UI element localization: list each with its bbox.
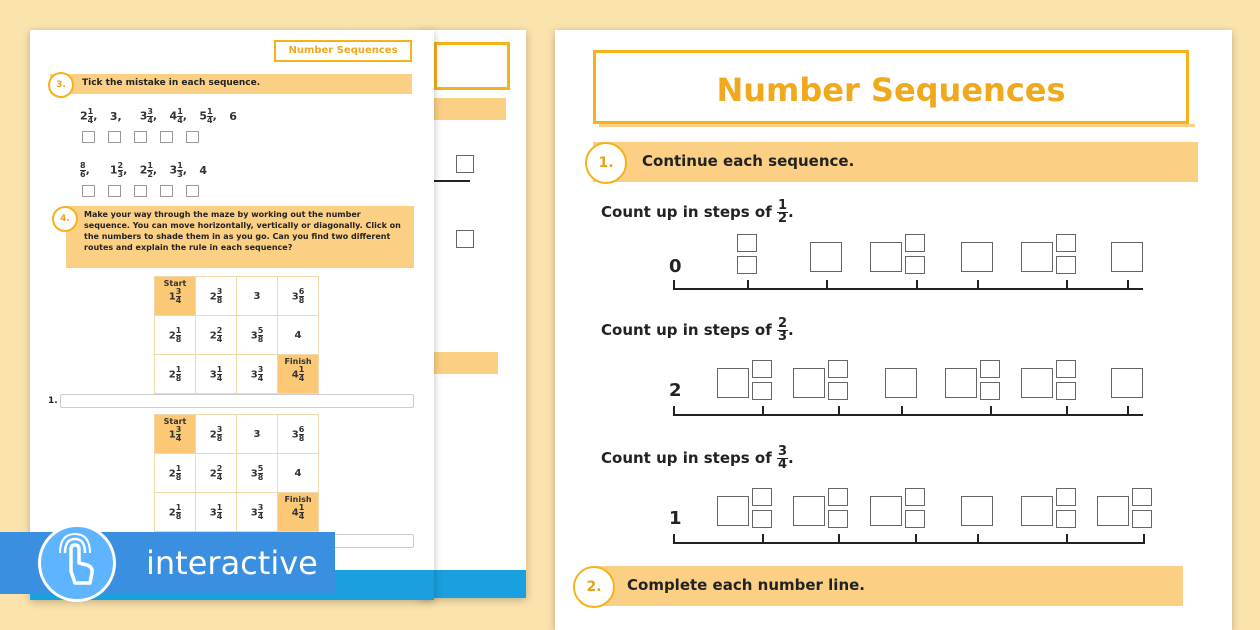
maze-cell[interactable]: 4 — [278, 316, 319, 355]
maze-cell[interactable]: 3 — [237, 415, 278, 454]
answer-box[interactable] — [905, 488, 925, 506]
maze-cell[interactable]: 3 $\frac{1}{4}$ — [196, 355, 237, 394]
answer-box[interactable] — [1111, 368, 1143, 398]
number-line-tick — [1127, 406, 1129, 416]
row-1-label: Count up in steps of $\frac{1}{2}$ . — [601, 198, 794, 226]
tick-box[interactable] — [82, 131, 95, 143]
answer-input[interactable] — [60, 394, 414, 408]
answer-box[interactable] — [980, 360, 1000, 378]
number-line-tick — [673, 534, 675, 544]
number-line-tick — [916, 280, 918, 290]
maze-cell[interactable]: 3 $\frac{1}{4}$ — [196, 493, 237, 532]
maze-cell[interactable]: 3 $\frac{3}{4}$ — [237, 355, 278, 394]
maze-cell[interactable]: 2 $\frac{2}{4}$ — [196, 454, 237, 493]
answer-box[interactable] — [737, 256, 757, 274]
number-line-tick — [990, 406, 992, 416]
answer-box[interactable] — [905, 234, 925, 252]
tick-box[interactable] — [134, 185, 147, 197]
tick-box[interactable] — [108, 131, 121, 143]
question-3-number: 3. — [48, 72, 74, 98]
front-title-box — [274, 40, 412, 62]
maze-cell[interactable]: 2 $\frac{3}{8}$ — [196, 277, 237, 316]
answer-box[interactable] — [1021, 496, 1053, 526]
maze-cell[interactable]: 3 $\frac{3}{4}$ — [237, 493, 278, 532]
number-line-tick — [838, 406, 840, 416]
maze-cell[interactable]: 3 $\frac{5}{8}$ — [237, 316, 278, 355]
number-line-tick — [673, 406, 675, 416]
row-3-label: Count up in steps of $\frac{3}{4}$ . — [601, 444, 794, 472]
answer-box[interactable] — [752, 360, 772, 378]
answer-box[interactable] — [1021, 242, 1053, 272]
maze-cell-finish[interactable]: Finish 4 $\frac{1}{4}$ — [278, 355, 319, 394]
sequence-2 — [80, 162, 225, 179]
number-line-tick — [1066, 534, 1068, 544]
row-3-start: 1 — [669, 508, 682, 529]
maze-cell[interactable]: 3 — [237, 277, 278, 316]
question-1-number: 1. — [585, 142, 627, 184]
seq-term: 4 — [199, 163, 208, 177]
maze-cell[interactable]: 2 $\frac{1}{8}$ — [155, 355, 196, 394]
number-line-tick — [1066, 406, 1068, 416]
seq-term: 3 $\frac{3}{4}$ , — [139, 107, 158, 125]
maze-cell[interactable]: 2 $\frac{1}{8}$ — [155, 454, 196, 493]
number-line-tick — [673, 280, 675, 290]
number-line-2 — [673, 414, 1143, 416]
answer-box[interactable] — [1132, 510, 1152, 528]
answer-label: 1. — [48, 396, 58, 406]
number-line-tick — [915, 534, 917, 544]
tick-box[interactable] — [160, 185, 173, 197]
answer-box[interactable] — [1132, 488, 1152, 506]
seq-term: 2 $\frac{1}{4}$ , — [80, 107, 98, 125]
answer-box[interactable] — [752, 488, 772, 506]
number-line-tick — [762, 406, 764, 416]
seq-term: 3 $\frac{1}{3}$ , — [169, 161, 187, 179]
answer-box[interactable] — [870, 496, 902, 526]
number-line-tick — [838, 534, 840, 544]
touch-hand-icon — [38, 524, 116, 602]
answer-box[interactable] — [1056, 234, 1076, 252]
answer-box[interactable] — [1056, 510, 1076, 528]
question-2-number: 2. — [573, 566, 615, 608]
tick-box[interactable] — [82, 185, 95, 197]
row-1-start: 0 — [669, 256, 682, 277]
sequence-1 — [80, 108, 255, 125]
tick-box[interactable] — [108, 185, 121, 197]
answer-box[interactable] — [1097, 496, 1129, 526]
answer-box[interactable] — [828, 510, 848, 528]
seq-term: 4 $\frac{1}{4}$ , — [169, 107, 187, 125]
front-worksheet — [30, 30, 434, 600]
tick-box[interactable] — [186, 131, 199, 143]
seq-term: 3, — [109, 109, 122, 123]
number-line-tick — [1066, 280, 1068, 290]
maze-grid-2 — [154, 414, 319, 532]
number-line-tick — [977, 534, 979, 544]
answer-box[interactable] — [828, 382, 848, 400]
number-line-tick — [1127, 280, 1129, 290]
question-4-number: 4. — [52, 206, 78, 232]
number-line-tick — [747, 280, 749, 290]
answer-box[interactable] — [810, 242, 842, 272]
interactive-label: interactive — [146, 544, 318, 582]
answer-box[interactable] — [1021, 368, 1053, 398]
maze-cell[interactable]: 3 $\frac{6}{8}$ — [278, 415, 319, 454]
interactive-badge[interactable] — [0, 532, 335, 594]
page-title: Number Sequences — [716, 71, 1066, 109]
maze-cell-start[interactable]: Start 1 $\frac{3}{4}$ — [155, 415, 196, 454]
answer-box[interactable] — [752, 510, 772, 528]
number-line-tick — [762, 534, 764, 544]
maze-cell[interactable]: 2 $\frac{2}{4}$ — [196, 316, 237, 355]
answer-box[interactable] — [752, 382, 772, 400]
tick-box[interactable] — [134, 131, 147, 143]
answer-box[interactable] — [945, 368, 977, 398]
answer-box[interactable] — [717, 496, 749, 526]
answer-box[interactable] — [828, 360, 848, 378]
answer-box[interactable] — [980, 382, 1000, 400]
answer-box[interactable] — [1056, 360, 1076, 378]
row-2-label: Count up in steps of $\frac{2}{3}$ . — [601, 316, 794, 344]
answer-box[interactable] — [961, 242, 993, 272]
maze-cell[interactable]: 2 $\frac{3}{8}$ — [196, 415, 237, 454]
right-worksheet — [555, 30, 1232, 630]
maze-cell-start[interactable]: Start 1 $\frac{3}{4}$ — [155, 277, 196, 316]
number-line-tick — [826, 280, 828, 290]
maze-cell[interactable]: 2 $\frac{1}{8}$ — [155, 493, 196, 532]
seq-term: 6 — [229, 109, 237, 123]
number-line-tick — [1143, 534, 1145, 544]
seq-term: 5 $\frac{1}{4}$ , — [199, 107, 217, 125]
answer-box[interactable] — [717, 368, 749, 398]
title-box — [593, 50, 1189, 124]
maze-cell[interactable]: 2 $\frac{1}{8}$ — [155, 316, 196, 355]
answer-box[interactable] — [961, 496, 993, 526]
answer-box[interactable] — [905, 510, 925, 528]
maze-cell[interactable]: 4 — [278, 454, 319, 493]
seq-term: 2 $\frac{1}{2}$ , — [139, 161, 158, 179]
maze-cell-finish[interactable]: Finish 4 $\frac{1}{4}$ — [278, 493, 319, 532]
answer-box[interactable] — [1056, 488, 1076, 506]
answer-box[interactable] — [905, 256, 925, 274]
answer-box[interactable] — [1111, 242, 1143, 272]
answer-box[interactable] — [737, 234, 757, 252]
answer-box[interactable] — [793, 368, 825, 398]
question-2-text: Complete each number line. — [627, 576, 866, 594]
answer-box[interactable] — [885, 368, 917, 398]
title-shadow — [599, 124, 1195, 127]
question-1-text: Continue each sequence. — [642, 152, 855, 170]
answer-box[interactable] — [1056, 256, 1076, 274]
question-3-text: Tick the mistake in each sequence. — [82, 78, 261, 88]
maze-cell[interactable]: 3 $\frac{6}{8}$ — [278, 277, 319, 316]
seq-term: $\frac{8}{6}$ , — [80, 161, 90, 179]
question-4-text: Make your way through the maze by working out the number sequence. You can move horizontally, vertically or diagonally. Click on the numbers to shade them in as you go. Can you find two different routes and explain the rule in each sequence? — [84, 210, 401, 252]
front-title: Number Sequences — [288, 45, 398, 56]
number-line-3 — [673, 542, 1143, 544]
maze-cell[interactable]: 3 $\frac{5}{8}$ — [237, 454, 278, 493]
back-sheet — [420, 30, 526, 598]
row-2-start: 2 — [669, 380, 682, 401]
maze-grid-1 — [154, 276, 319, 394]
answer-box[interactable] — [793, 496, 825, 526]
seq-term: 1 $\frac{2}{3}$ , — [109, 161, 128, 179]
answer-box[interactable] — [828, 488, 848, 506]
tick-box[interactable] — [186, 185, 199, 197]
tick-box[interactable] — [160, 131, 173, 143]
answer-box[interactable] — [870, 242, 902, 272]
number-line-tick — [901, 406, 903, 416]
number-line-1 — [673, 288, 1143, 290]
answer-box[interactable] — [1056, 382, 1076, 400]
number-line-tick — [977, 280, 979, 290]
